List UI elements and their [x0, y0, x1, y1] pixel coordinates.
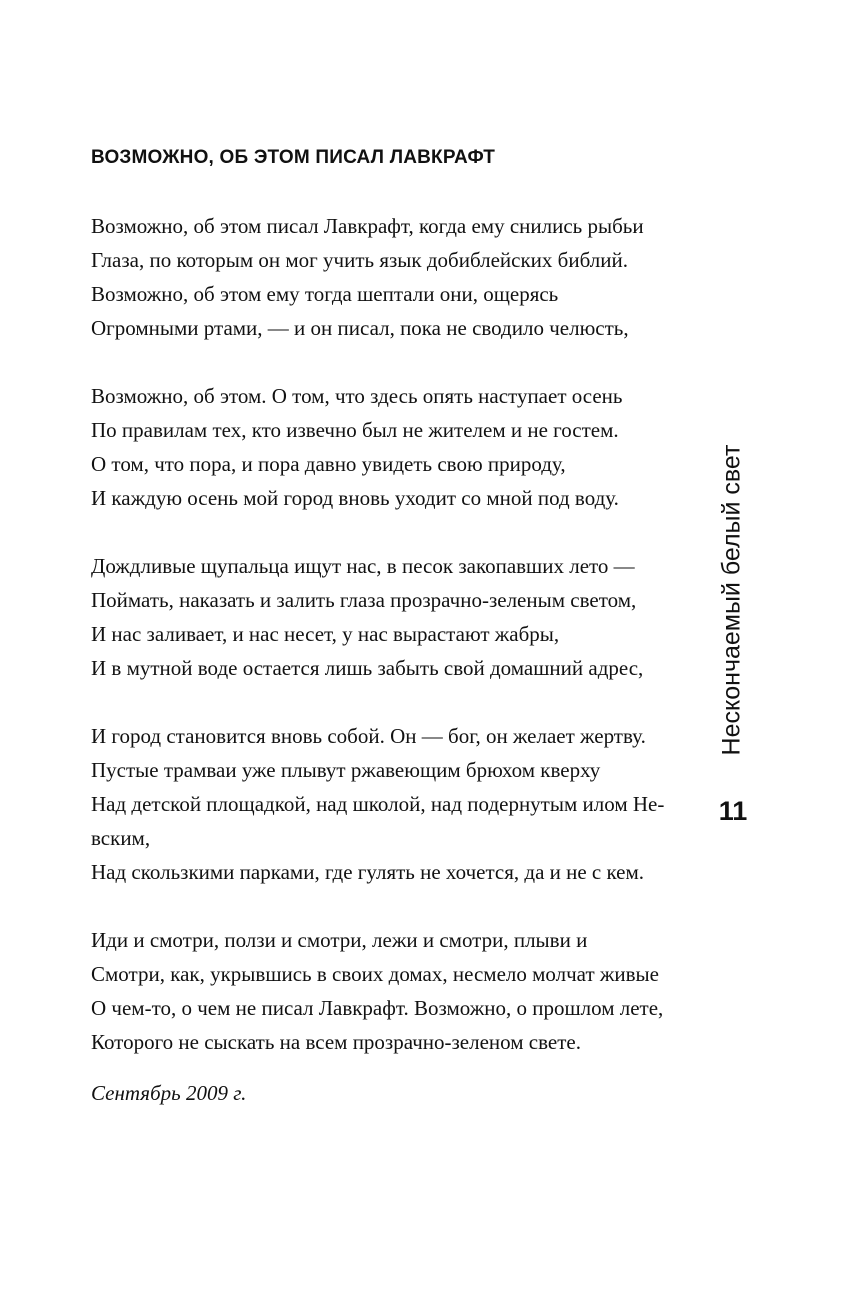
- poem-line: Возможно, об этом ему тогда шептали они, ощерясь: [91, 282, 559, 306]
- poem-line: И в мутной воде остается лишь забыть свой домашний адрес,: [91, 656, 644, 680]
- poem-line: По правилам тех, кто извечно был не жителем и не гостем.: [91, 418, 619, 442]
- stanza-1: [91, 209, 691, 345]
- poem-line: Иди и смотри, ползи и смотри, лежи и смотри, плыви и: [91, 928, 588, 952]
- running-head: Нескончаемый белый свет: [717, 444, 746, 756]
- poem-line: Пустые трамваи уже плывут ржавеющим брюхом кверху: [91, 758, 601, 782]
- poem-line: Поймать, наказать и залить глаза прозрачно-зеленым светом,: [91, 588, 637, 612]
- stanza-2: [91, 379, 691, 515]
- poem-line: Огромными ртами, — и он писал, пока не сводило челюсть,: [91, 316, 629, 340]
- poem-line: Которого не сыскать на всем прозрачно-зеленом свете.: [91, 1030, 581, 1054]
- poem-line: И нас заливает, и нас несет, у нас вырастают жабры,: [91, 622, 560, 646]
- stanza-4: [91, 719, 691, 889]
- poem-line: Над детской площадкой, над школой, над подернутым илом Не-: [91, 792, 665, 816]
- poem-line: О чем-то, о чем не писал Лавкрафт. Возможно, о прошлом лете,: [91, 996, 664, 1020]
- page-number: 11: [718, 796, 748, 826]
- poem-body: [91, 209, 691, 1093]
- poem-line: Смотри, как, укрывшись в своих домах, несмело молчат живые: [91, 962, 659, 986]
- poem-line: Дождливые щупальца ищут нас, в песок закопавших лето —: [91, 554, 635, 578]
- poem-date: Сентябрь 2009 г.: [91, 1081, 247, 1105]
- poem-line: Глаза, по которым он мог учить язык добиблейских библий.: [91, 248, 628, 272]
- poem-line: Над скользкими парками, где гулять не хочется, да и не с кем.: [91, 860, 645, 884]
- stanza-5: [91, 923, 691, 1059]
- poem-line: Возможно, об этом писал Лавкрафт, когда ему снились рыбьи: [91, 214, 644, 238]
- poem-line: И каждую осень мой город вновь уходит со мной под воду.: [91, 486, 619, 510]
- poem-title: ВОЗМОЖНО, ОБ ЭТОМ ПИСАЛ ЛАВКРАФТ: [91, 147, 496, 168]
- stanza-3: [91, 549, 691, 685]
- poem-line: О том, что пора, и пора давно увидеть свою природу,: [91, 452, 566, 476]
- poem-line: И город становится вновь собой. Он — бог, он желает жертву.: [91, 724, 646, 748]
- poem-line: вским,: [91, 826, 151, 850]
- poem-line: Возможно, об этом. О том, что здесь опять наступает осень: [91, 384, 623, 408]
